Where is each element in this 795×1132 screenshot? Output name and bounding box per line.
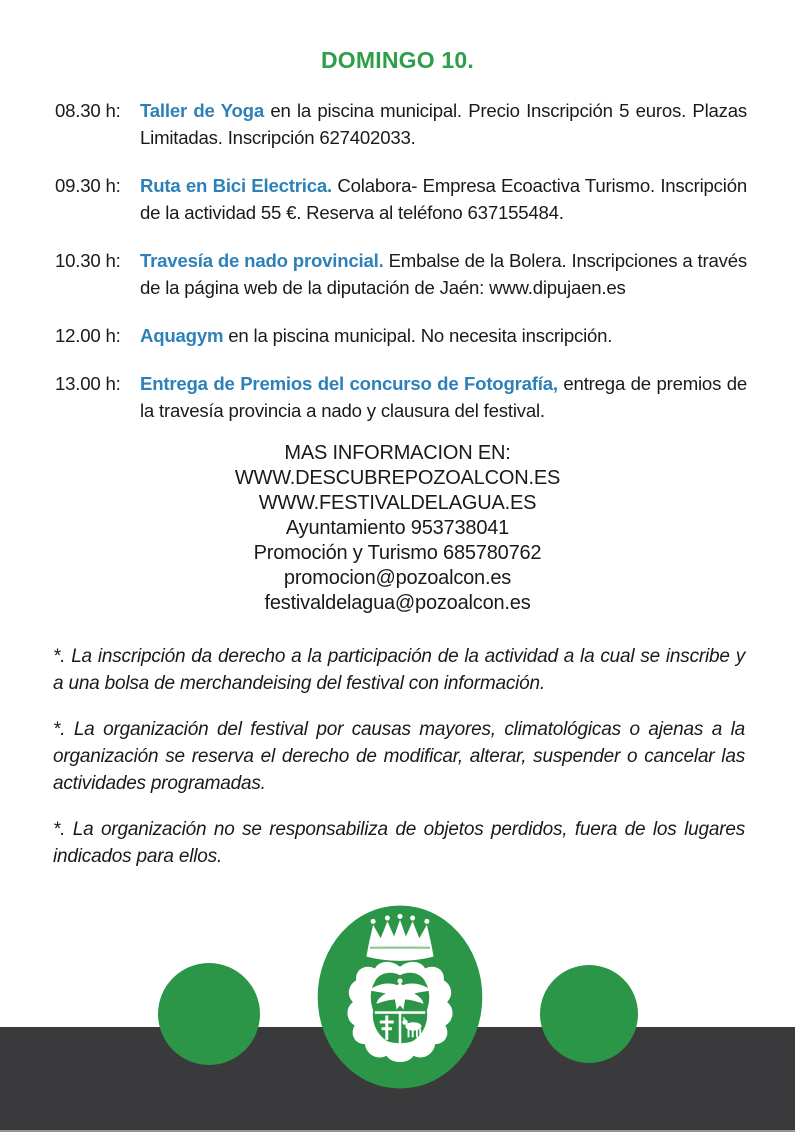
decorative-circle-right xyxy=(540,965,638,1063)
schedule-time: 12.00 h: xyxy=(55,325,121,346)
disclaimer-block xyxy=(53,643,745,889)
info-website: WWW.FESTIVALDELAGUA.ES xyxy=(258,492,537,514)
schedule-item xyxy=(55,247,747,301)
activity-name: Entrega de Premios del concurso de Fotografía, xyxy=(140,373,558,394)
schedule-item xyxy=(55,172,747,226)
activity-description: Embalse de la Bolera. Inscripciones a través de la página web de la diputación de Jaén: www.dipujaen.es xyxy=(140,250,747,298)
disclaimer-note: *. La organización no se responsabiliza de objetos perdidos, fuera de los lugares indicados para ellos. xyxy=(53,819,745,867)
activity-description: Colabora- Empresa Ecoactiva Turismo. Inscripción de la actividad 55 €. Reserva al teléfono 637155484. xyxy=(140,175,747,223)
page-title: DOMINGO 10. xyxy=(320,47,474,73)
info-heading: MAS INFORMACION EN: xyxy=(284,442,511,464)
schedule-text xyxy=(140,370,747,424)
disclaimer-note: *. La inscripción da derecho a la participación de la actividad a la cual se inscribe y a una bolsa de merchandeising del festival con información. xyxy=(53,646,745,694)
activity-name: Ruta en Bici Electrica. xyxy=(140,175,332,196)
activity-name: Travesía de nado provincial. xyxy=(140,250,384,271)
schedule-time: 09.30 h: xyxy=(55,175,121,196)
schedule-time: 08.30 h: xyxy=(55,100,121,121)
schedule-list xyxy=(55,97,747,445)
decorative-circle-left xyxy=(158,963,260,1065)
schedule-text xyxy=(140,322,747,349)
disclaimer-note: *. La organización del festival por causas mayores, climatológicas o ajenas a la organización se reserva el derecho de modificar, alterar, suspender o cancelar las actividades programadas. xyxy=(53,719,745,794)
more-info-block xyxy=(0,441,795,616)
activity-description: en la piscina municipal. Precio Inscripción 5 euros. Plazas Limitadas. Inscripción 627402033. xyxy=(140,100,748,148)
activity-description: en la piscina municipal. No necesita inscripción. xyxy=(223,325,613,346)
schedule-text xyxy=(140,172,747,226)
schedule-item xyxy=(55,322,747,349)
schedule-text xyxy=(140,97,747,151)
schedule-time: 13.00 h: xyxy=(55,373,121,394)
activity-description: entrega de premios de la travesía provincia a nado y clausura del festival. xyxy=(140,373,747,421)
info-website: WWW.DESCUBREPOZOALCON.ES xyxy=(234,467,561,489)
schedule-item xyxy=(55,97,747,151)
info-email-festival: festivaldelagua@pozoalcon.es xyxy=(264,592,531,614)
schedule-text xyxy=(140,247,747,301)
pozo-alcon-crest-icon xyxy=(316,903,484,1091)
activity-name: Taller de Yoga xyxy=(140,100,264,121)
schedule-time: 10.30 h: xyxy=(55,250,121,271)
info-phone-ayuntamiento: Ayuntamiento 953738041 xyxy=(285,517,510,539)
info-email-promocion: promocion@pozoalcon.es xyxy=(283,567,512,589)
activity-name: Aquagym xyxy=(140,325,224,346)
info-phone-turismo: Promoción y Turismo 685780762 xyxy=(253,542,542,564)
schedule-item xyxy=(55,370,747,424)
